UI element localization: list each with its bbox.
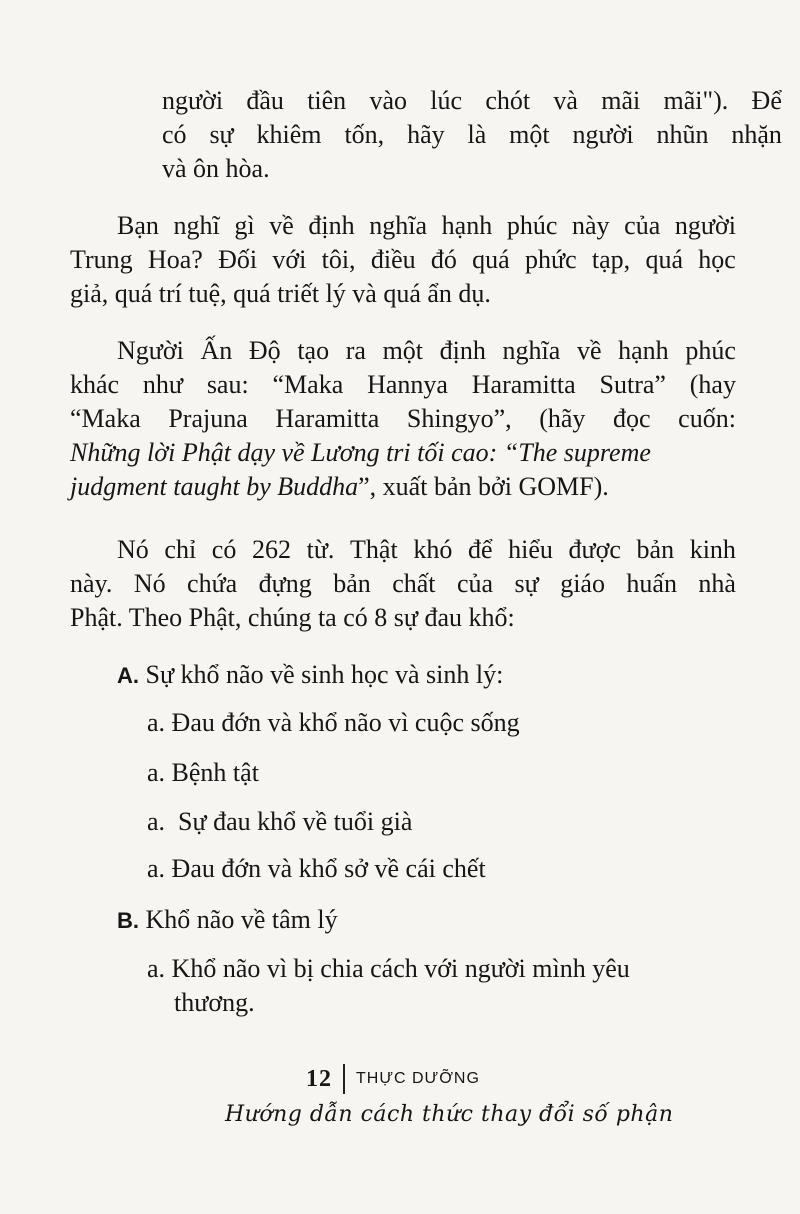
text-line: giả, quá trí tuệ, quá triết lý và quá ẩn dụ. (70, 279, 491, 308)
section-a-text: Sự khổ não về sinh học và sinh lý: (145, 660, 504, 689)
list-item (147, 805, 412, 839)
item-text: Đau đớn và khổ sở về cái chết (171, 854, 486, 883)
text-line: người đầu tiên vào lúc chót và mãi mãi"). Để (162, 86, 782, 115)
text-line: thương. (174, 988, 255, 1017)
running-book-title: THỰC DƯỠNG (356, 1070, 480, 1087)
section-b-label: B. (117, 908, 139, 933)
paragraph-indian-definition (70, 334, 736, 504)
section-b-heading (117, 903, 338, 938)
text-line: Nó chỉ có 262 từ. Thật khó để hiểu được bản kinh (117, 535, 736, 564)
section-b-text: Khổ não về tâm lý (145, 905, 338, 934)
item-label: a. (147, 954, 166, 983)
item-text: Đau đớn và khổ não vì cuộc sống (171, 708, 520, 737)
item-label: a. (147, 758, 166, 787)
text-line (147, 952, 630, 986)
item-label: a. (147, 854, 166, 883)
item-text: Sự đau khổ về tuổi già (171, 807, 413, 836)
text-line: và ôn hòa. (162, 154, 270, 183)
text-line: này. Nó chứa đựng bản chất của sự giáo huấn nhà (70, 569, 736, 598)
list-item (147, 756, 259, 790)
text-line: “Maka Prajuna Haramitta Shingyo”, (hãy đọc cuốn: (70, 404, 736, 433)
paragraph-sutra (70, 533, 736, 635)
text-line: có sự khiêm tốn, hãy là một người nhũn nhặn (162, 120, 782, 149)
publisher-text: ”, xuất bản bởi GOMF). (358, 472, 609, 501)
text-line: Phật. Theo Phật, chúng ta có 8 sự đau khổ: (70, 603, 515, 632)
text-line: Người Ấn Độ tạo ra một định nghĩa về hạnh phúc (117, 336, 736, 365)
paragraph-continuation (162, 84, 782, 186)
text-line (70, 470, 736, 504)
item-text: Bệnh tật (171, 758, 259, 787)
page-number: 12 (306, 1066, 332, 1092)
text-line-italic (70, 436, 736, 470)
text-line: Trung Hoa? Đối với tôi, điều đó quá phức tạp, quá học (70, 245, 736, 274)
item-label: a. (147, 708, 166, 737)
paragraph-chinese-definition (70, 209, 736, 311)
running-subtitle: Hướng dẫn cách thức thay đổi số phận (225, 1102, 674, 1127)
item-text: Khổ não vì bị chia cách với người mình yêu (171, 954, 630, 983)
list-item (147, 852, 486, 886)
section-a-label: A. (117, 663, 139, 688)
footer-divider (343, 1064, 345, 1094)
section-a-heading (117, 658, 503, 693)
list-item (147, 952, 630, 1020)
text-line: Bạn nghĩ gì về định nghĩa hạnh phúc này của người (117, 211, 736, 240)
item-label: a. (147, 807, 166, 836)
book-subtitle-italic: judgment taught by Buddha (70, 472, 359, 501)
list-item (147, 706, 520, 740)
book-title-italic: Những lời Phật dạy về Lương tri tối cao: “The supreme (70, 438, 651, 467)
text-line: khác như sau: “Maka Hannya Haramitta Sutra” (hay (70, 370, 736, 399)
